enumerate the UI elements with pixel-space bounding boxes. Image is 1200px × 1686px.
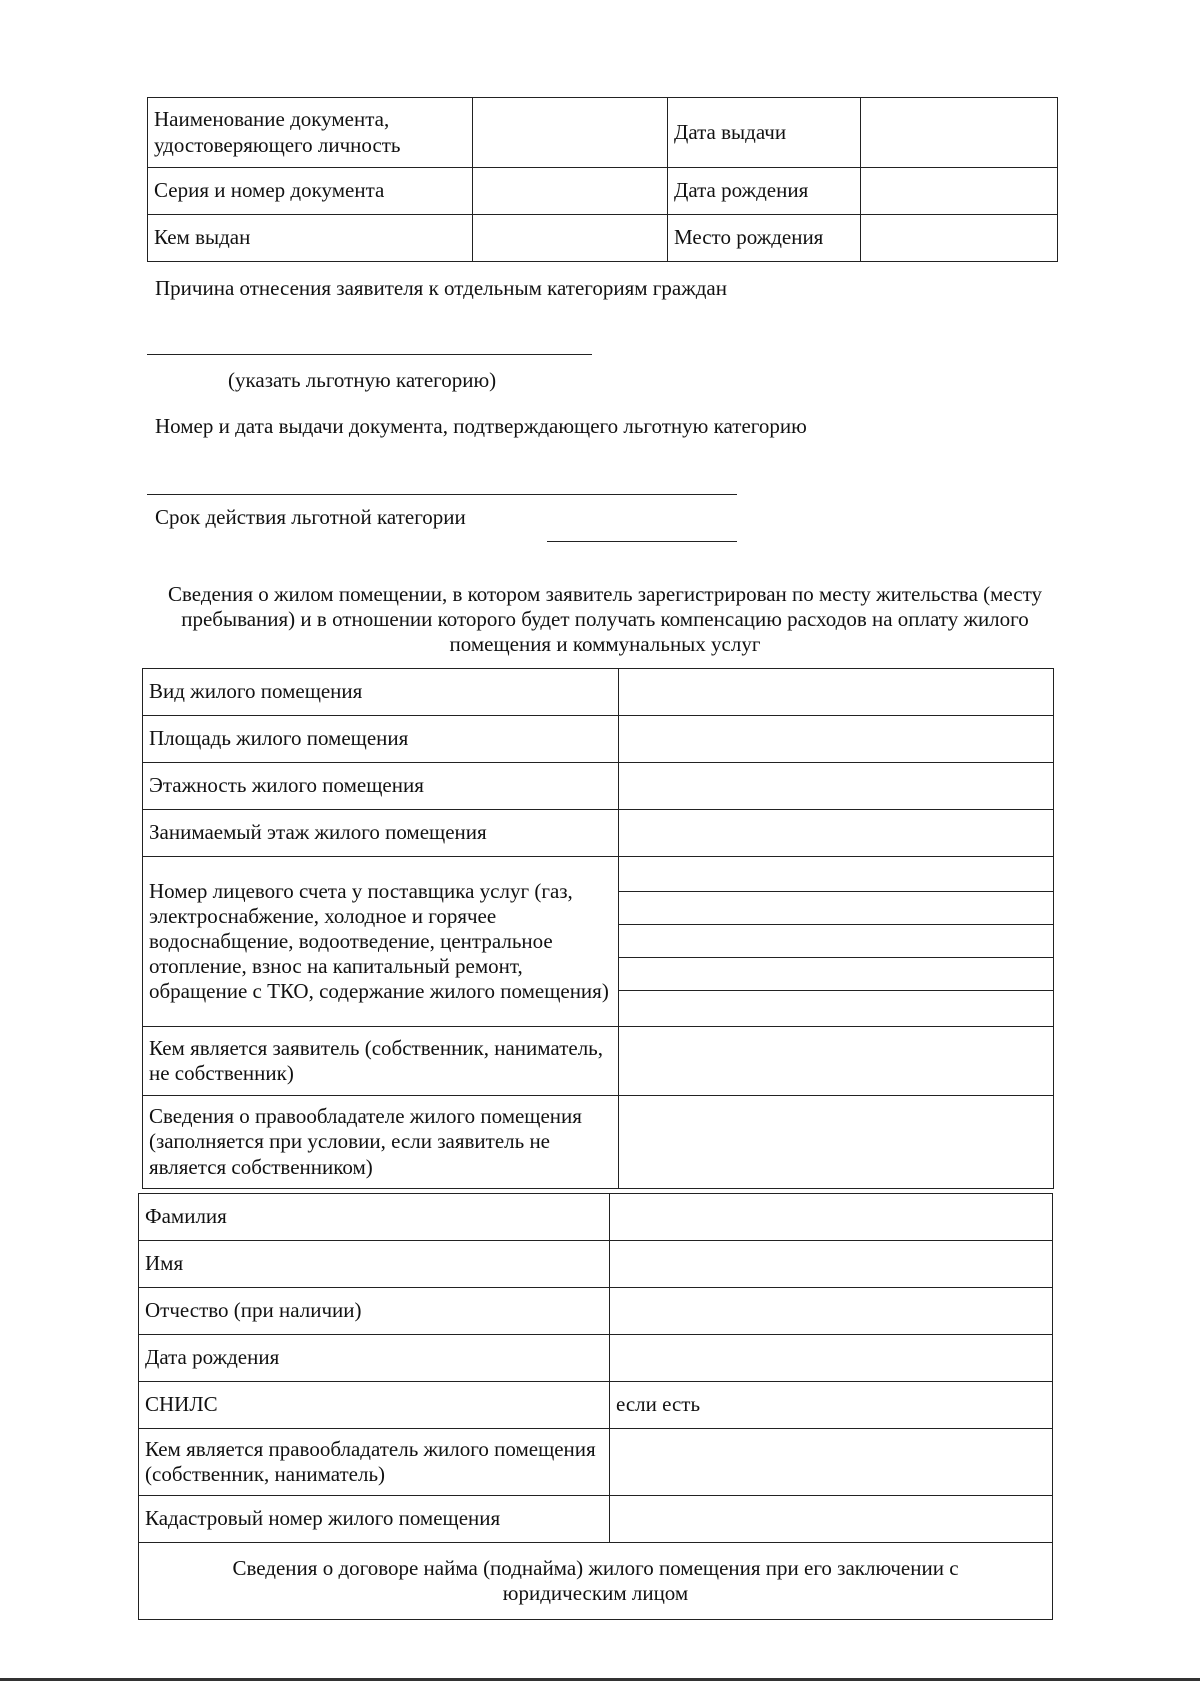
account-number-fields [618,857,1053,1027]
owner-info-field[interactable] [618,1096,1053,1189]
owner-info-label: Сведения о правообладателе жилого помещения (заполняется при условии, если заявитель не является собственником) [143,1096,619,1189]
issue-date-label: Дата выдачи [668,98,861,168]
dwelling-floors-label: Этажность жилого помещения [143,763,619,810]
table-row [143,1096,1054,1189]
table-row [148,168,1058,215]
benefit-doc-line[interactable] [147,494,737,495]
dwelling-type-label: Вид жилого помещения [143,669,619,716]
birth-place-label: Место рождения [668,215,861,262]
surname-field[interactable] [610,1194,1053,1241]
table-row [139,1382,1053,1429]
identity-document-table [147,97,1058,262]
applicant-role-field[interactable] [618,1027,1053,1096]
doc-number-label: Серия и номер документа [148,168,473,215]
issued-by-field[interactable] [473,215,668,262]
table-row [139,1194,1053,1241]
account-number-field[interactable] [619,892,1053,925]
benefit-reason-label: Причина отнесения заявителя к отдельным категориям граждан [155,276,727,300]
account-number-field[interactable] [619,958,1053,991]
snils-label: СНИЛС [139,1382,610,1429]
table-row [139,1288,1053,1335]
table-row [143,716,1054,763]
cadastral-number-field[interactable] [610,1496,1053,1543]
account-number-field[interactable] [619,991,1053,1024]
doc-number-field[interactable] [473,168,668,215]
name-field[interactable] [610,1241,1053,1288]
benefit-term-label: Срок действия льготной категории [155,505,466,529]
birth-place-field[interactable] [861,215,1058,262]
account-number-field[interactable] [619,859,1053,892]
patronymic-label: Отчество (при наличии) [139,1288,610,1335]
benefit-category-hint: (указать льготную категорию) [228,368,497,392]
table-row [143,763,1054,810]
benefit-term-line[interactable] [547,541,737,542]
cadastral-number-label: Кадастровый номер жилого помещения [139,1496,610,1543]
snils-field[interactable]: если есть [610,1382,1053,1429]
dwelling-floor-label: Занимаемый этаж жилого помещения [143,810,619,857]
table-row [139,1496,1053,1543]
issued-by-label: Кем выдан [148,215,473,262]
page-bottom-border [0,1678,1200,1681]
table-row [148,98,1058,168]
doc-name-label: Наименование документа, удостоверяющего личность [148,98,473,168]
owner-birth-date-label: Дата рождения [139,1335,610,1382]
dwelling-table [142,668,1054,1189]
surname-label: Фамилия [139,1194,610,1241]
issue-date-field[interactable] [861,98,1058,168]
owner-table [138,1193,1053,1620]
table-row [143,810,1054,857]
owner-role-field[interactable] [610,1429,1053,1496]
dwelling-floor-field[interactable] [618,810,1053,857]
table-row [139,1429,1053,1496]
benefit-category-line[interactable] [147,354,592,355]
dwelling-area-label: Площадь жилого помещения [143,716,619,763]
table-row [143,669,1054,716]
doc-name-field[interactable] [473,98,668,168]
dwelling-type-field[interactable] [618,669,1053,716]
patronymic-field[interactable] [610,1288,1053,1335]
table-row [139,1241,1053,1288]
table-row [148,215,1058,262]
dwelling-floors-field[interactable] [618,763,1053,810]
owner-birth-date-field[interactable] [610,1335,1053,1382]
table-row [143,1027,1054,1096]
table-row [143,857,1054,1027]
birth-date-field[interactable] [861,168,1058,215]
dwelling-section-heading: Сведения о жилом помещении, в котором заявитель зарегистрирован по месту жительства (месту пребывания) и в отношении которого будет получать компенсацию расходов на оплату жилого помещения и коммунальных услуг [168,582,1042,657]
applicant-role-label: Кем является заявитель (собственник, наниматель, не собственник) [143,1027,619,1096]
account-number-field[interactable] [619,925,1053,958]
table-row [139,1543,1053,1620]
account-number-label: Номер лицевого счета у поставщика услуг (газ, электроснабжение, холодное и горячее водоснабщение, водоотведение, центральное отопление, взнос на капитальный ремонт, обращение с ТКО, содержание жилого помещения) [143,857,619,1027]
birth-date-label: Дата рождения [668,168,861,215]
benefit-doc-label: Номер и дата выдачи документа, подтверждающего льготную категорию [155,414,807,438]
dwelling-area-field[interactable] [618,716,1053,763]
table-row [139,1335,1053,1382]
contract-section-heading: Сведения о договоре найма (поднайма) жилого помещения при его заключении с юридическим лицом [139,1543,1053,1620]
name-label: Имя [139,1241,610,1288]
owner-role-label: Кем является правообладатель жилого помещения (собственник, наниматель) [139,1429,610,1496]
